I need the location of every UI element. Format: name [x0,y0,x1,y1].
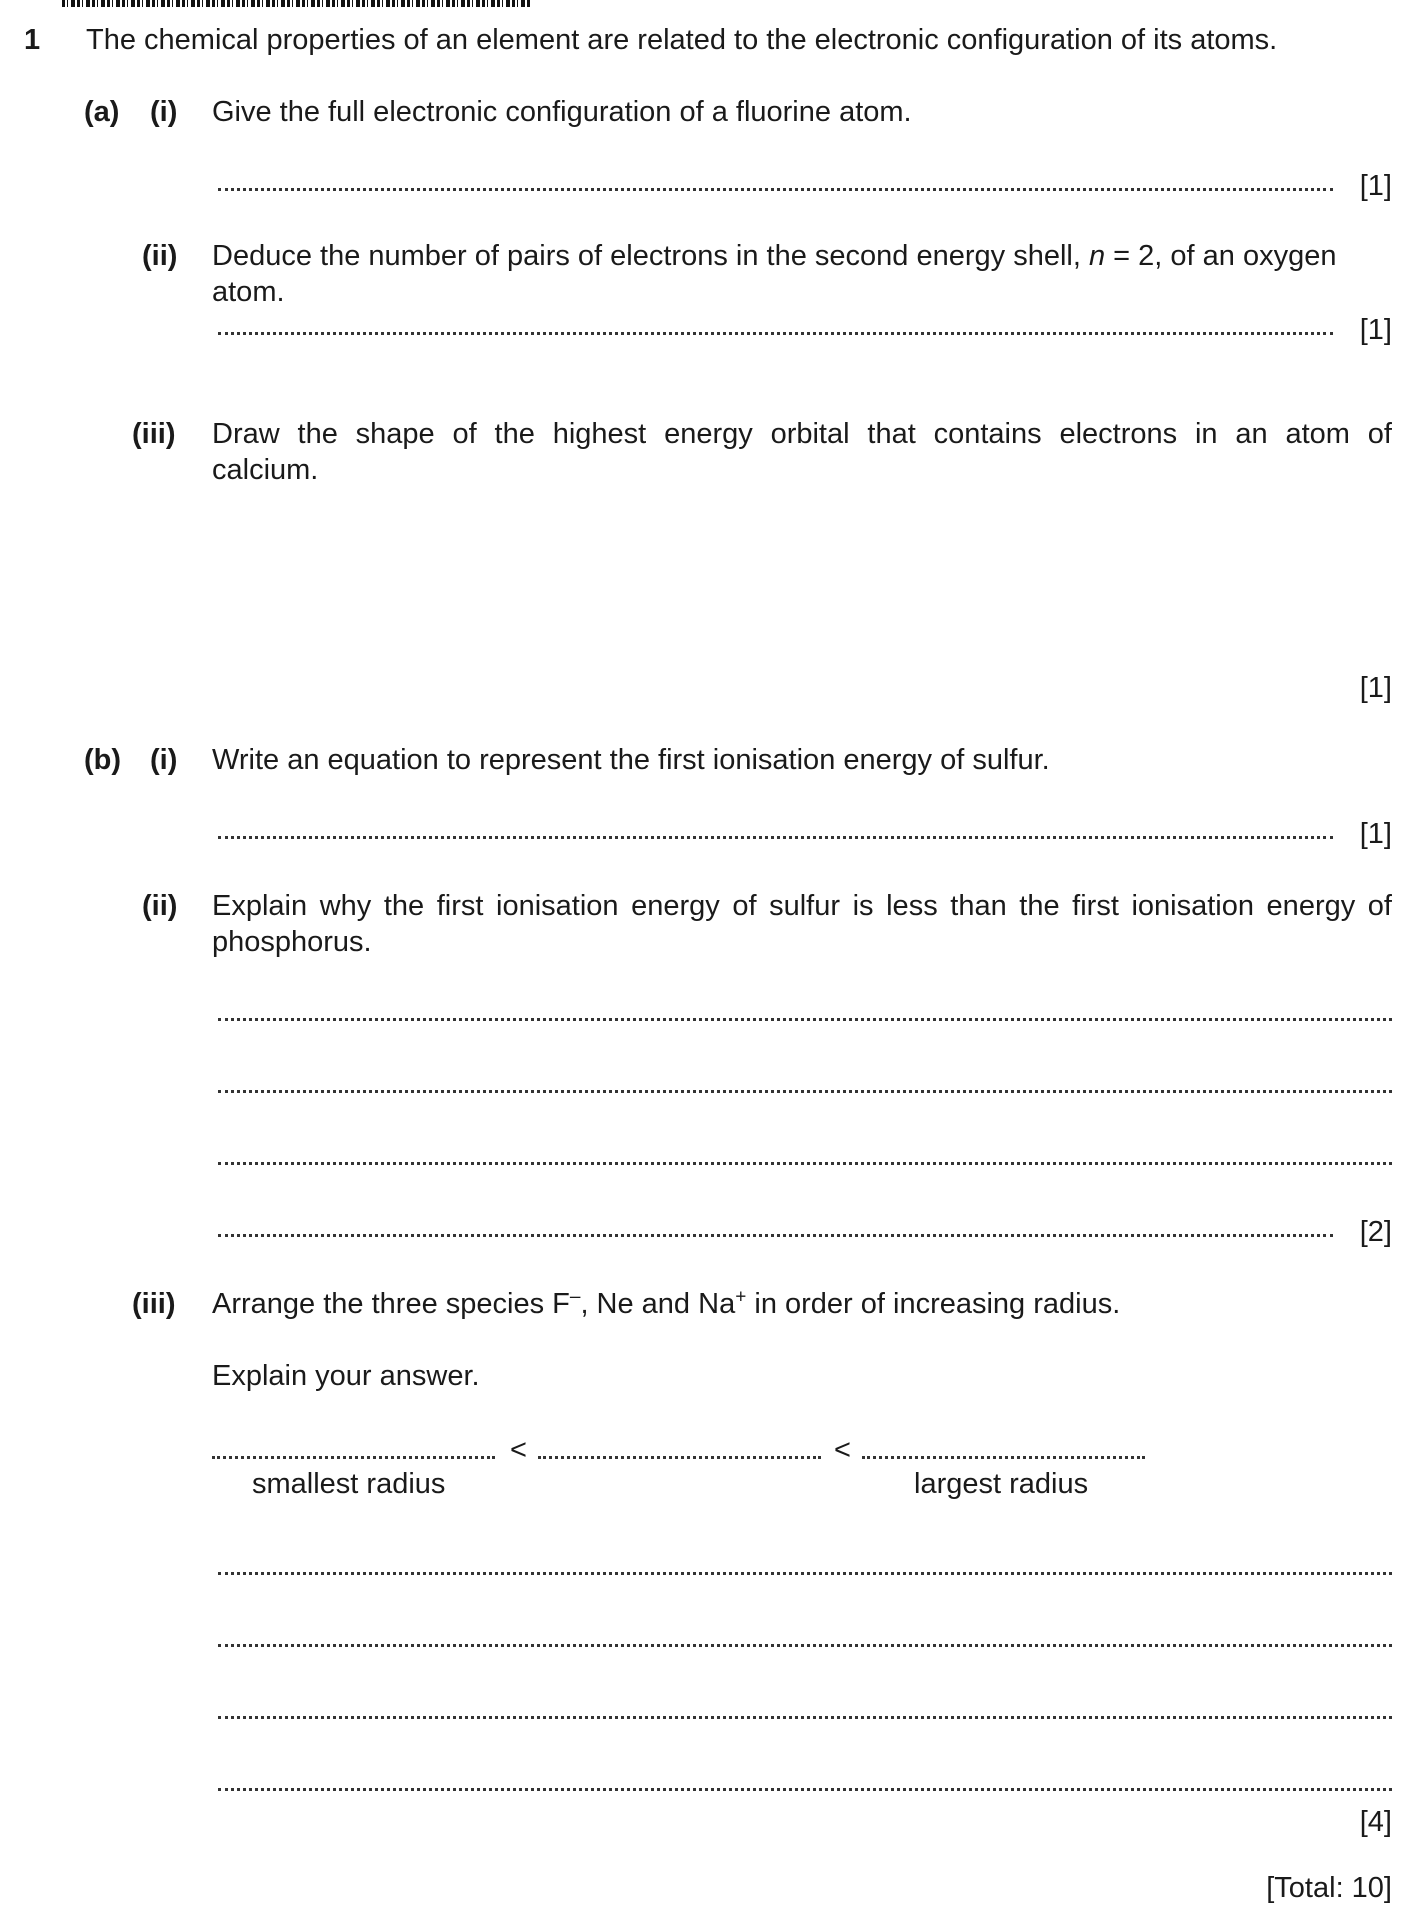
part-b-i-label: (i) [150,744,178,776]
part-a-iii-text-line1: Draw the shape of the highest energy orbital that contains electrons in an atom of [212,418,1392,450]
answer-line[interactable] [218,1018,1392,1021]
answer-line[interactable] [218,332,1333,335]
less-than-symbol: < [834,1434,851,1466]
less-than-symbol: < [510,1434,527,1466]
answer-line[interactable] [218,1162,1392,1165]
answer-line[interactable] [218,1234,1333,1237]
answer-line[interactable] [218,1788,1392,1791]
part-a-i-label: (i) [150,96,178,128]
answer-line[interactable] [218,1644,1392,1647]
part-b-ii-text-line1: Explain why the first ionisation energy of sulfur is less than the first ionisation energy of [212,890,1392,922]
part-b-label: (b) [84,744,122,776]
part-b-iii-text: Arrange the three species F–, Ne and Na+ in order of increasing radius. [212,1286,1121,1320]
middle-answer-line[interactable] [538,1456,821,1459]
part-a-ii-text-line2: atom. [212,276,285,308]
marks: [1] [1359,170,1392,202]
part-a-i-text: Give the full electronic configuration of a fluorine atom. [212,96,912,128]
drawing-area[interactable] [212,500,1392,660]
part-b-ii-label: (ii) [142,890,178,922]
marks: [1] [1359,314,1392,346]
question-number: 1 [24,24,41,56]
answer-line[interactable] [218,836,1333,839]
part-a-label: (a) [84,96,120,128]
part-b-i-text: Write an equation to represent the first ionisation energy of sulfur. [212,744,1050,776]
total-marks: [Total: 10] [1266,1872,1392,1904]
largest-radius-label: largest radius [914,1468,1089,1500]
smallest-answer-line[interactable] [212,1456,495,1459]
part-b-ii-text-line2: phosphorus. [212,926,372,958]
marks: [1] [1359,672,1392,704]
answer-line[interactable] [218,188,1333,191]
barcode [62,0,532,7]
part-a-iii-label: (iii) [132,418,176,450]
marks: [1] [1359,818,1392,850]
marks: [2] [1359,1216,1392,1248]
answer-line[interactable] [218,1090,1392,1093]
answer-line[interactable] [218,1716,1392,1719]
part-a-ii-text: Deduce the number of pairs of electrons in the second energy shell, n = 2, of an oxygen [212,240,1337,272]
explain-prompt: Explain your answer. [212,1360,480,1392]
part-a-ii-label: (ii) [142,240,178,272]
marks: [4] [1359,1806,1392,1838]
question-intro: The chemical properties of an element are related to the electronic configuration of its atoms. [86,24,1278,56]
largest-answer-line[interactable] [862,1456,1145,1459]
part-a-iii-text-line2: calcium. [212,454,319,486]
answer-line[interactable] [218,1572,1392,1575]
smallest-radius-label: smallest radius [252,1468,446,1500]
part-b-iii-label: (iii) [132,1288,176,1320]
